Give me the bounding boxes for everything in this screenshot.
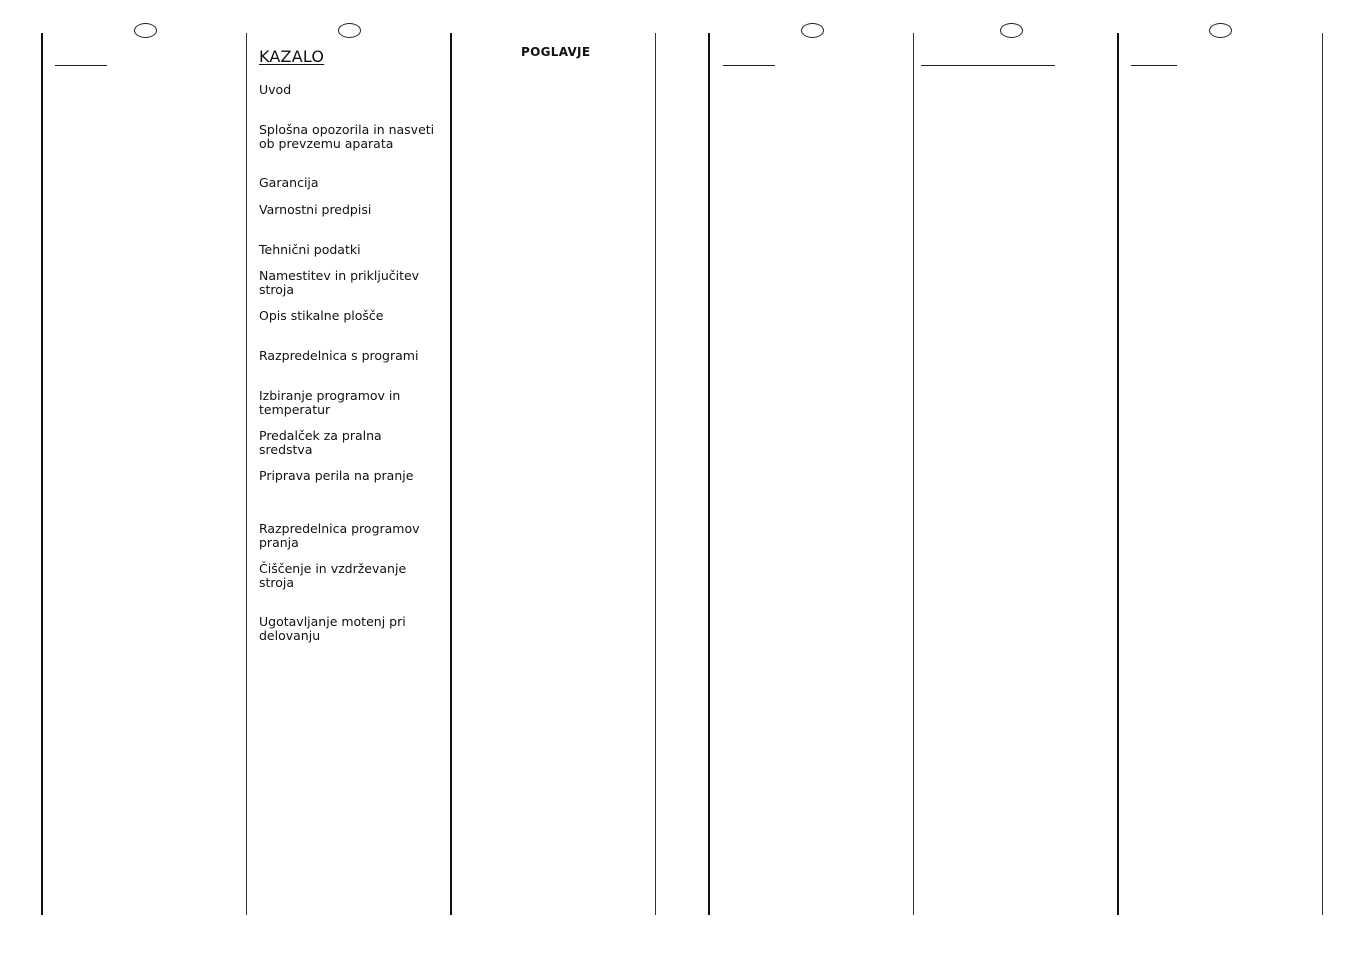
toc-item: Garancija (259, 175, 319, 190)
toc-item: Razpredelnica programov pranja (259, 521, 420, 550)
toc-item: Splošna opozorila in nasveti ob prevzemu aparata (259, 122, 435, 151)
toc-item: Predalček za pralna sredstva (259, 428, 382, 457)
language-oval (1000, 23, 1023, 38)
column-divider (708, 33, 710, 915)
column-divider (41, 33, 43, 915)
chapter-header: POGLAVJE (521, 45, 591, 59)
toc-title: KAZALO (259, 47, 325, 66)
toc-item: Varnostni predpisi (259, 202, 372, 217)
heading-rule (723, 65, 775, 66)
toc-item: Opis stikalne plošče (259, 308, 384, 323)
toc-item: Uvod (259, 82, 292, 97)
language-oval (338, 23, 361, 38)
language-oval (1209, 23, 1232, 38)
toc-item: Izbiranje programov in temperatur (259, 388, 401, 417)
column-divider (655, 33, 656, 915)
column-divider (1322, 33, 1323, 915)
toc-item: Priprava perila na pranje (259, 468, 414, 483)
column-divider (1117, 33, 1119, 915)
heading-rule (55, 65, 107, 66)
column-divider (246, 33, 247, 915)
toc-item: Namestitev in priključitev stroja (259, 268, 420, 297)
toc-item: Razpredelnica s programi (259, 348, 419, 363)
toc-item: Čiščenje in vzdrževanje stroja (259, 561, 407, 590)
column-divider (913, 33, 914, 915)
language-oval (134, 23, 157, 38)
heading-rule (921, 65, 1055, 66)
language-oval (801, 23, 824, 38)
column-divider (450, 33, 452, 915)
toc-item: Ugotavljanje motenj pri delovanju (259, 614, 406, 643)
toc-item: Tehnični podatki (259, 242, 361, 257)
heading-rule (1131, 65, 1177, 66)
